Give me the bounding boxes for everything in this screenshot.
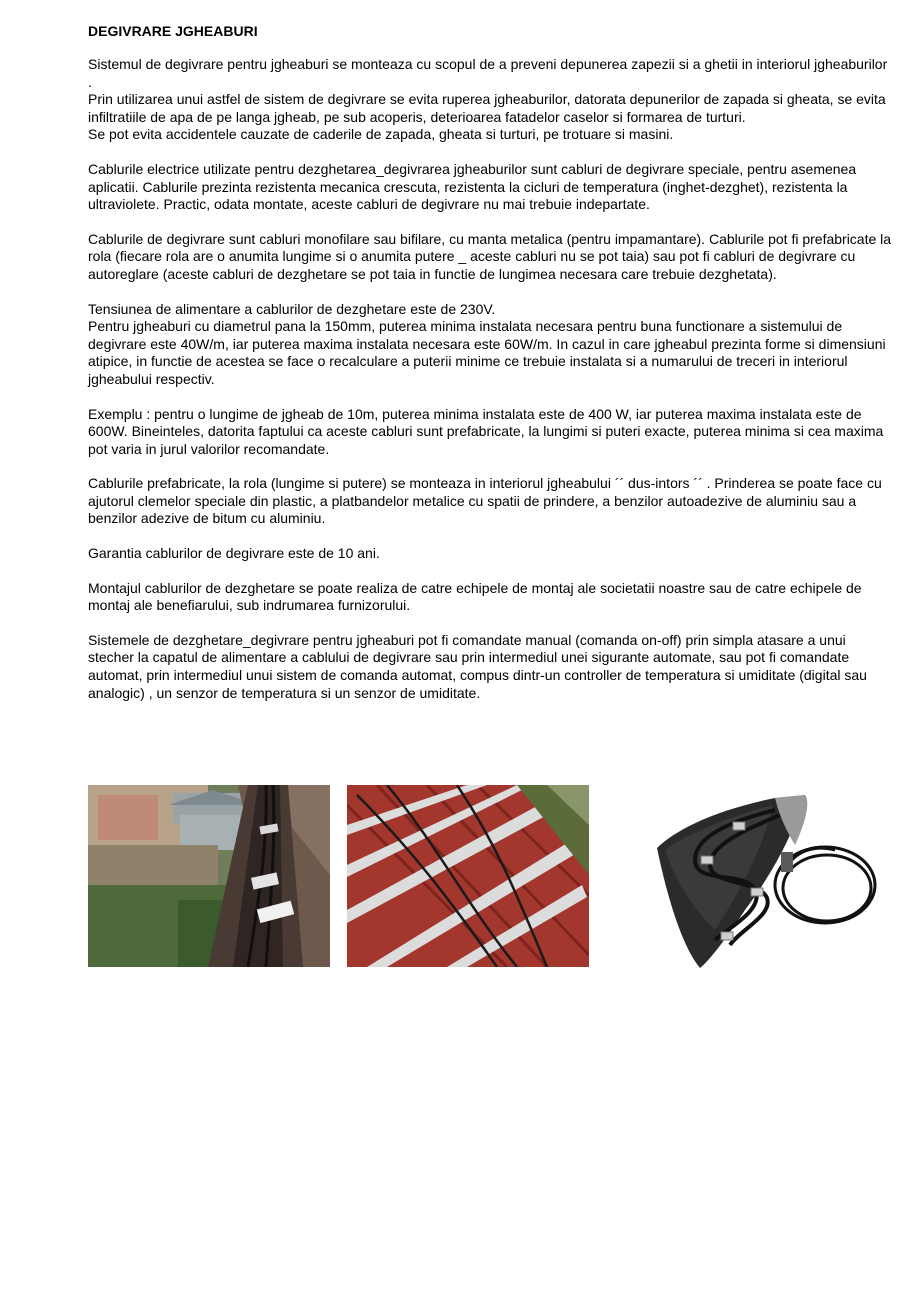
paragraph-line: Prin utilizarea unui astfel de sistem de degivrare se evita ruperea jgheaburilor, datorata depunerilor de zapada si gheata, se evita infiltratiile de apa de pe langa jgheab, pe sub acoperis, deterioarea fatadelor caselor si formarea de turturi.: [88, 91, 886, 125]
paragraph-mounting: [88, 475, 894, 528]
paragraph-line: Sistemul de degivrare pentru jgheaburi se monteaza cu scopul de a preveni depunerea zapezii si a ghetii in interiorul jgheaburilor .: [88, 56, 888, 90]
paragraph-line: Cablurile prefabricate, la rola (lungime si putere) se monteaza in interiorul jgheabului ´´ dus-intors ´´ . Prinderea se poate face cu ajutorul clemelor speciale din plastic, a platbandelor metalice cu spatii de prindere, a benzilor autoadezive de aluminiu sau a benzilor adezive de bitum cu aluminiu.: [88, 475, 882, 527]
paragraph-line: Tensiunea de alimentare a cablurilor de dezghetare este de 230V.: [88, 300, 496, 317]
paragraph-cable-types: [88, 231, 894, 284]
document-title: DEGIVRARE JGHEABURI: [88, 23, 258, 39]
gutter-with-heating-cable-photo: [88, 785, 330, 967]
paragraph-line: Pentru jgheaburi cu diametrul pana la 150mm, puterea minima instalata necesara pentru buna functionare a sistemului de degivrare este 40W/m, iar puterea maxima instalata necesara este 60W/m. In cazul in care jgheabul prezinta forme si dimensiuni atipice, in functie de acestea se face o recalculare a puterii minime ce trebuie instalata si a numarului de treceri in interiorul jgheabului respectiv.: [88, 318, 886, 387]
paragraph-control: [88, 632, 894, 702]
paragraph-example: [88, 406, 894, 459]
paragraph-line: Montajul cablurilor de dezghetare se poate realiza de catre echipele de montaj ale societatii noastre sau de catre echipele de montaj ale benefiarului, sub indrumarea furnizorului.: [88, 579, 862, 614]
paragraph-line: Cablurile electrice utilizate pentru dezghetarea_degivrarea jgheaburilor sunt cabluri de degivrare speciale, pentru asemenea aplicatii. Cablurile prezinta rezistenta mecanica crescuta, rezistenta la cicluri de temperatura (inghet-dezghet), rezistenta la ultraviolete. Practic, odata montate, aceste cabluri de degivrare nu mai trebuie indepartate.: [88, 160, 857, 213]
paragraph-voltage-power: [88, 301, 894, 389]
paragraph-line: Exemplu : pentru o lungime de jgheab de 10m, puterea minima instalata este de 400 W, iar puterea maxima instalata este de 600W. Bineinteles, datorita faptului ca aceste cabluri sunt prefabricate, la lungimi si puteri exacte, puterea minima si cea maxima pot varia in jurul valorilor recomandate.: [88, 405, 884, 457]
gutter-section-with-cable-product-photo: [655, 790, 883, 968]
document-page: [88, 22, 894, 719]
paragraph-installation: [88, 580, 894, 615]
paragraph-line: Garantia cablurilor de degivrare este de 10 ani.: [88, 545, 380, 562]
roof-with-taped-heating-cables-photo: [347, 785, 589, 967]
paragraph-line: Cablurile de degivrare sunt cabluri monofilare sau bifilare, cu manta metalica (pentru impamantare). Cablurile pot fi prefabricate la rola (fiecare rola are o anumita lungime si o anumita putere _ aceste cabluri nu se pot taia) sau pot fi cabluri de degivrare cu autoreglare (aceste cabluri de dezghetare se pot taia in functie de lungimea necesara care trebuie dezghetata).: [88, 230, 892, 282]
paragraph-cables: [88, 161, 894, 214]
paragraph-purpose: [88, 56, 894, 144]
paragraph-warranty: [88, 545, 894, 563]
paragraph-line: Se pot evita accidentele cauzate de caderile de zapada, gheata si turturi, pe trotuare si masini.: [88, 126, 674, 143]
paragraph-line: Sistemele de dezghetare_degivrare pentru jgheaburi pot fi comandate manual (comanda on-off) prin simpla atasare a unui stecher la capatul de alimentare a cablului de degivrare sau prin intermediul unei sigurante automate, sau pot fi comandate automat, prin intermediul unui sistem de comanda automat, compus dintr-un controller de temperatura si umiditate (digital sau analogic) , un senzor de temperatura si un senzor de umiditate.: [88, 631, 867, 701]
